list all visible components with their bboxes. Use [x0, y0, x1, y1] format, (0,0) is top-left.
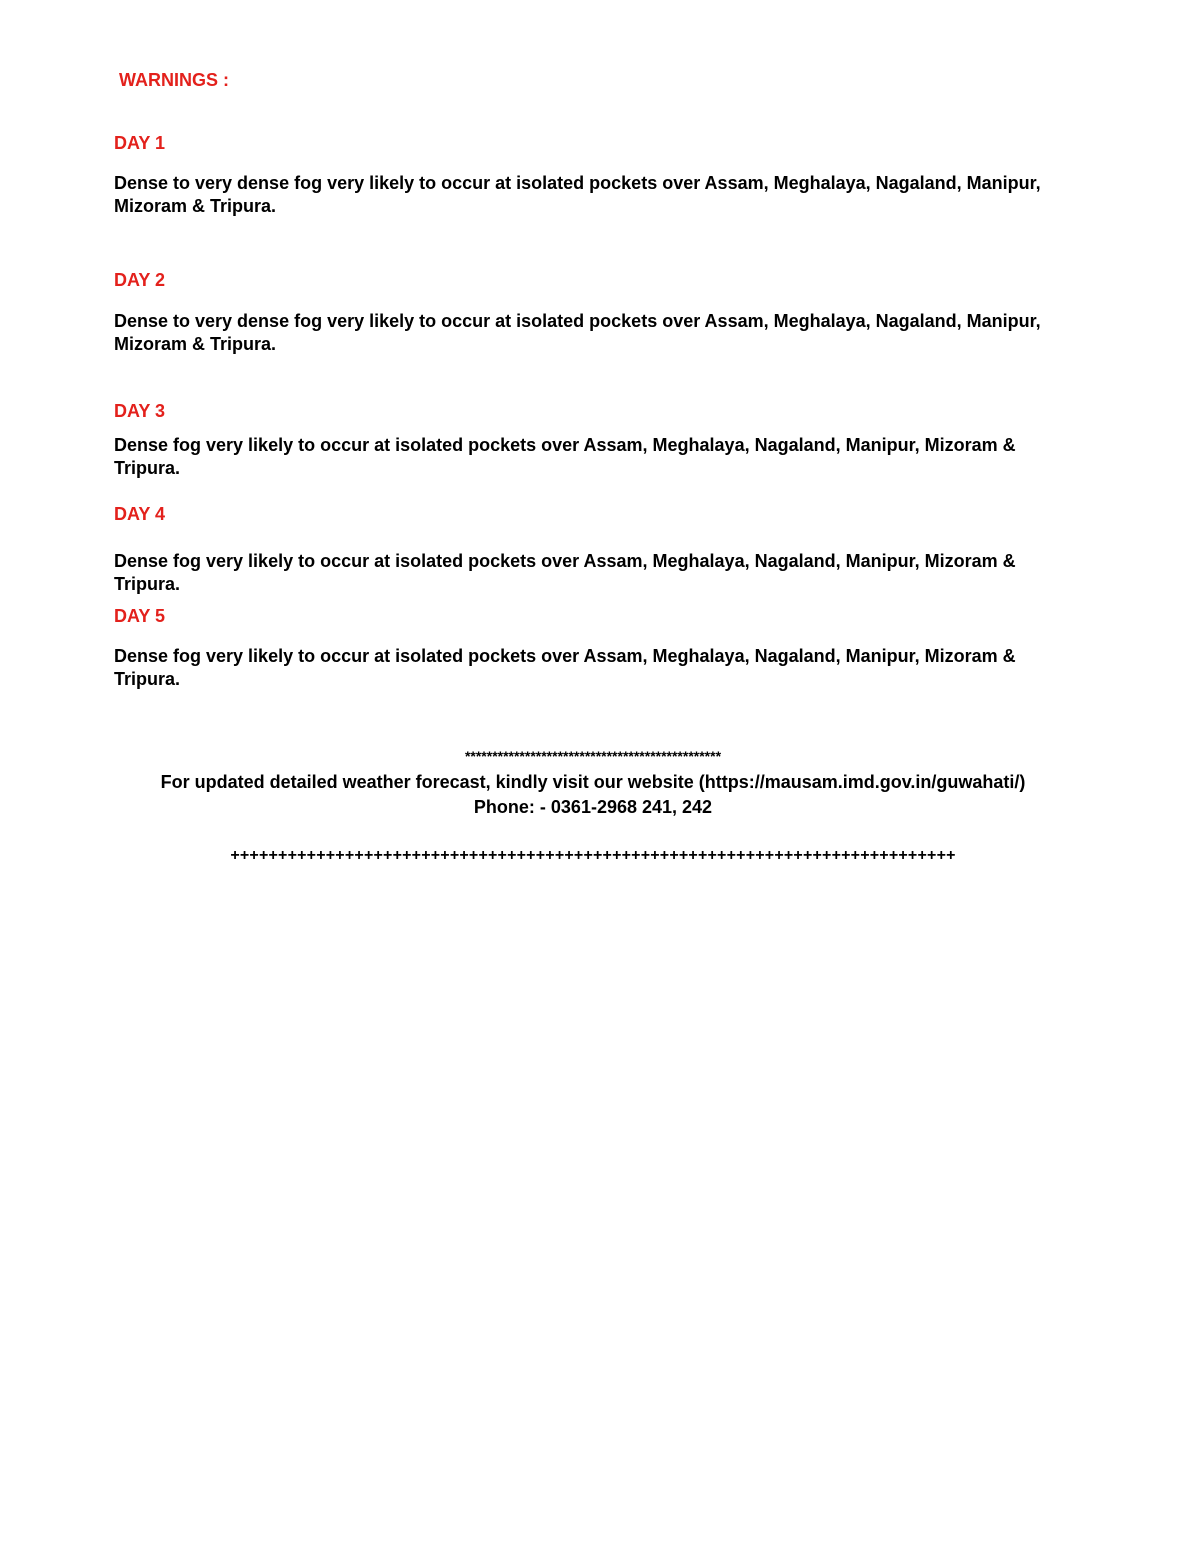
phone-line: Phone: - 0361-2968 241, 242: [473, 797, 713, 817]
day-3-heading: DAY 3: [114, 401, 166, 421]
day-1-heading: DAY 1: [114, 133, 166, 153]
day-3-warning-text: Dense fog very likely to occur at isolated pockets over Assam, Meghalaya, Nagaland, Manipur, Mizoram & Tripura.: [114, 435, 1016, 478]
warnings-heading: WARNINGS :: [119, 70, 229, 90]
plus-separator: ++++++++++++++++++++++++++++++++++++++++++++++++++++++++++++++++++++++++++++: [230, 847, 956, 864]
day-2-heading: DAY 2: [114, 270, 166, 290]
day-4-warning-text: Dense fog very likely to occur at isolated pockets over Assam, Meghalaya, Nagaland, Manipur, Mizoram & Tripura.: [114, 551, 1016, 594]
star-separator: ***********************************************: [464, 748, 722, 764]
day-5-warning-text: Dense fog very likely to occur at isolated pockets over Assam, Meghalaya, Nagaland, Manipur, Mizoram & Tripura.: [114, 646, 1016, 689]
day-5-heading: DAY 5: [114, 606, 166, 626]
website-notice: For updated detailed weather forecast, kindly visit our website (https://mausam.imd.gov.in/guwahati/): [160, 772, 1026, 792]
day-2-warning-text: Dense to very dense fog very likely to occur at isolated pockets over Assam, Meghalaya, Nagaland, Manipur, Mizoram & Tripura.: [114, 311, 1041, 354]
day-1-warning-text: Dense to very dense fog very likely to occur at isolated pockets over Assam, Meghalaya, Nagaland, Manipur, Mizoram & Tripura.: [114, 173, 1041, 216]
day-4-heading: DAY 4: [114, 504, 166, 524]
